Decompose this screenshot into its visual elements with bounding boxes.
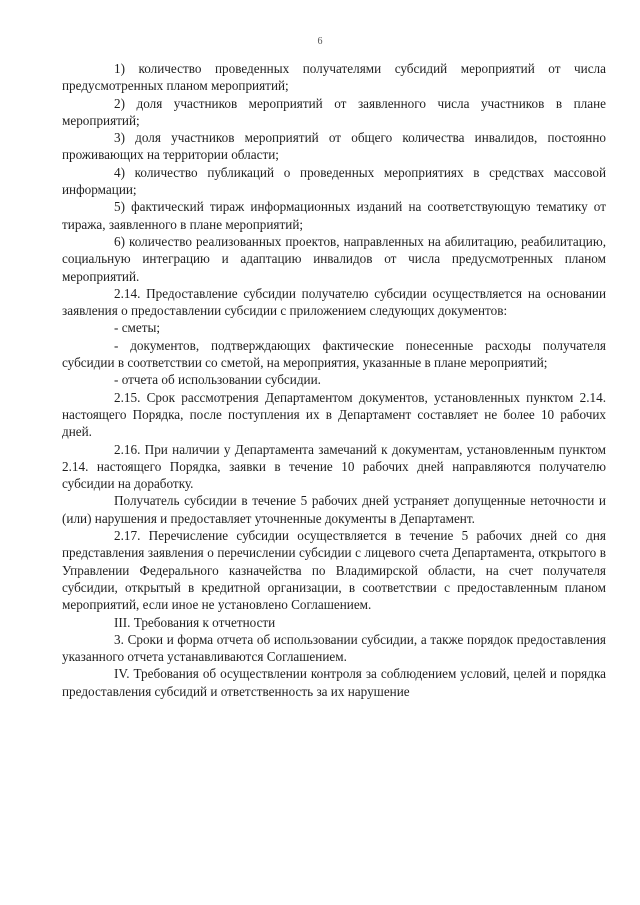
paragraph-2-17: 2.17. Перечисление субсидии осуществляется в течение 5 рабочих дней со дня представления заявления о перечислении субсидии с лицевого счета Департамента, открытого в Управлении Федерального казначейства по Владимирской области, на счет получателя субсидии, открытый в кредитной организации, в соответствии с предоставленным планом мероприятий, если иное не установлено Соглашением. bbox=[62, 528, 606, 613]
document-body bbox=[62, 60, 606, 700]
section-3-heading: III. Требования к отчетности bbox=[114, 614, 276, 630]
section-4-heading: IV. Требования об осуществлении контроля за соблюдением условий, целей и порядка предоставления субсидий и ответственность за их нарушение bbox=[62, 666, 606, 699]
paragraph-documents: - документов, подтверждающих фактические понесенные расходы получателя субсидии в соответствии со сметой, на мероприятия, указанные в плане мероприятий; bbox=[62, 337, 606, 371]
paragraph-recipient-fixes: Получатель субсидии в течение 5 рабочих дней устраняет допущенные неточности и (или) нарушения и предоставляет уточненные документы в Департамент. bbox=[62, 493, 606, 526]
paragraph-item-1: 1) количество проведенных получателями субсидий мероприятий от числа предусмотренных планом мероприятий; bbox=[62, 61, 606, 94]
paragraph-2-14: 2.14. Предоставление субсидии получателю субсидии осуществляется на основании заявления о предоставлении субсидии с приложением следующих документов: bbox=[62, 285, 606, 319]
paragraph-2-15: 2.15. Срок рассмотрения Департаментом документов, установленных пунктом 2.14. настоящего Порядка, после поступления их в Департамент составляет не более 10 рабочих дней. bbox=[62, 389, 606, 440]
page-number: 6 bbox=[317, 36, 323, 47]
paragraph-2-16: 2.16. При наличии у Департамента замечаний к документам, установленным пунктом 2.14. настоящего Порядка, заявки в течение 10 рабочих дней направляются получателю субсидии на доработку. bbox=[62, 441, 606, 492]
paragraph-item-3: 3) доля участников мероприятий от общего количества инвалидов, постоянно проживающих на территории области; bbox=[62, 130, 606, 163]
paragraph-estimates: - сметы; bbox=[114, 320, 161, 336]
paragraph-item-5: 5) фактический тираж информационных изданий на соответствующую тематику от тиража, заявленного в плане мероприятий; bbox=[62, 199, 606, 232]
paragraph-item-2: 2) доля участников мероприятий от заявленного числа участников в плане мероприятий; bbox=[62, 95, 606, 128]
paragraph-item-6: 6) количество реализованных проектов, направленных на абилитацию, реабилитацию, социальную интеграцию и адаптацию инвалидов от числа предусмотренных планом мероприятий. bbox=[62, 233, 606, 284]
paragraph-item-4: 4) количество публикаций о проведенных мероприятиях в средствах массовой информации; bbox=[62, 164, 606, 198]
paragraph-report: - отчета об использовании субсидии. bbox=[114, 372, 321, 388]
section-3-text: 3. Сроки и форма отчета об использовании субсидии, а также порядок предоставления указанного отчета устанавливаются Соглашением. bbox=[62, 631, 606, 665]
